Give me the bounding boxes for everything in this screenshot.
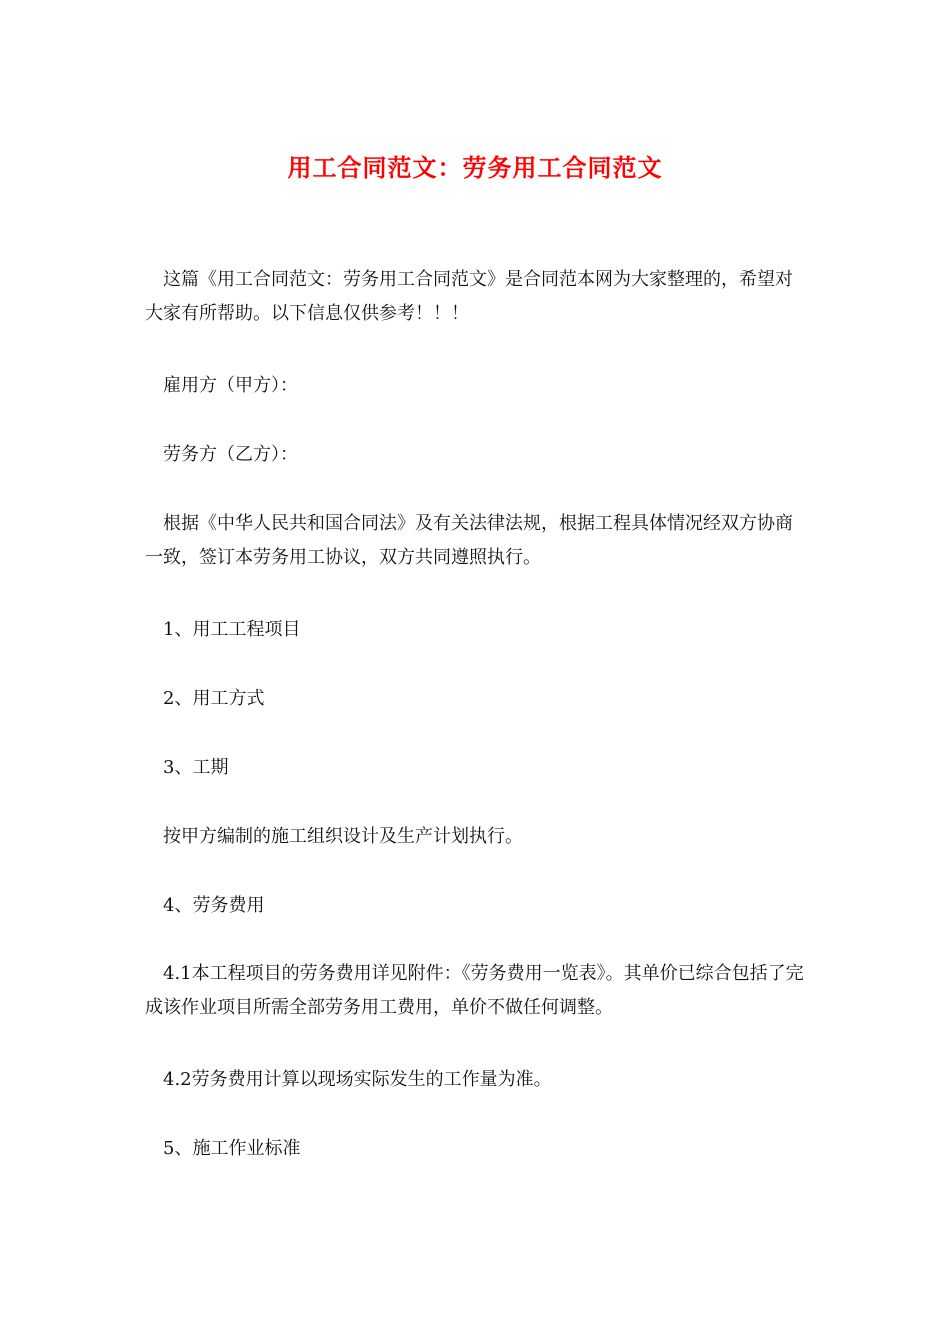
schedule-paragraph: 按甲方编制的施工组织设计及生产计划执行。 (163, 826, 523, 847)
fee-clause-4-1: 4.1本工程项目的劳务费用详见附件：《劳务费用一览表》。其单价已综合包括了完成该作业项目所需全部劳务用工费用，单价不做任何调整。 (145, 963, 804, 1018)
section-heading: 3、工期 (163, 757, 229, 778)
employer-line: 雇用方（甲方）： (163, 375, 298, 396)
laborer-line: 劳务方（乙方）： (163, 444, 298, 465)
section-heading: 4、劳务费用 (163, 895, 265, 916)
section-heading: 1、用工工程项目 (163, 619, 301, 640)
agreement-basis-paragraph: 根据《中华人民共和国合同法》及有关法律法规，根据工程具体情况经双方协商一致，签订本劳务用工协议，双方共同遵照执行。 (145, 513, 793, 568)
document-title: 用工合同范文：劳务用工合同范文 (287, 153, 663, 182)
section-heading: 2、用工方式 (163, 688, 265, 709)
intro-paragraph: 这篇《用工合同范文：劳务用工合同范文》是合同范本网为大家整理的，希望对大家有所帮助。以下信息仅供参考！！！ (145, 269, 793, 324)
section-heading: 5、施工作业标准 (163, 1138, 301, 1159)
fee-clause-4-2: 4.2劳务费用计算以现场实际发生的工作量为准。 (163, 1069, 552, 1090)
